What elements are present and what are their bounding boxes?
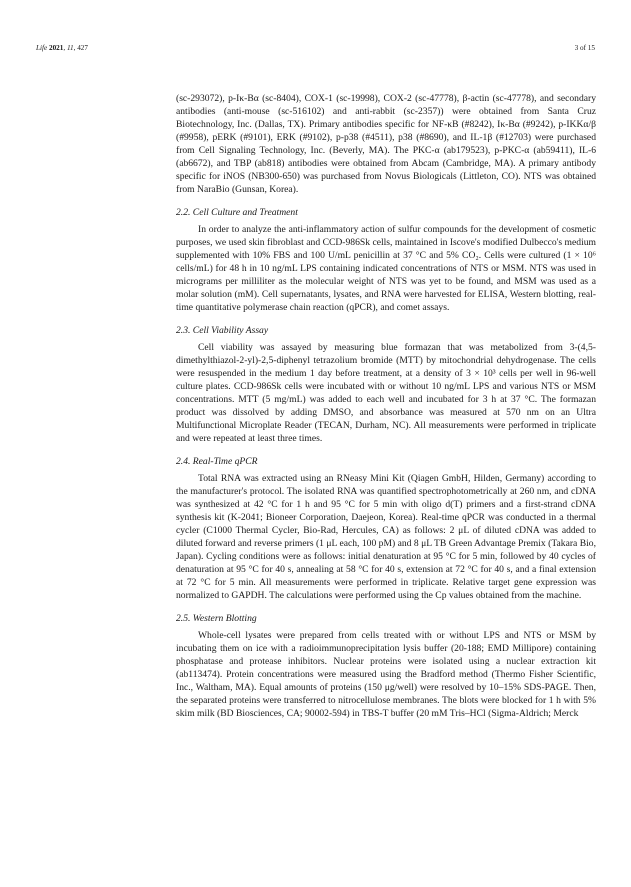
- section-paragraph: Cell viability was assayed by measuring blue formazan that was metabolized from 3-(4,5-dimethylthiazol-2-yl)-2,5-diphenyl tetrazolium bromide (MTT) by mitochondrial dehydrogenase. The cells were resuspended in the medium 1 day before treatment, at a density of 3 × 10³ cells per well in 96-well culture plates. CCD-986Sk cells were incubated with or without 10 ng/mL LPS and various NTS or MSM concentrations. MTT (5 mg/mL) was added to each well and incubated for 3 h at 37 °C. The formazan product was dissolved by adding DMSO, and absorbance was measured at 570 nm on an Ultra Multifunctional Microplate Reader (TECAN, Durham, NC). All measurements were performed in triplicate and were repeated at least three times.: [176, 342, 596, 444]
- article-number: 427: [77, 44, 88, 52]
- section-cell-culture: [176, 206, 596, 314]
- section-heading: 2.4. Real-Time qPCR: [176, 456, 258, 467]
- article-body: [176, 92, 596, 720]
- journal-citation: Life 2021, 11, 427: [36, 44, 88, 52]
- section-heading: 2.2. Cell Culture and Treatment: [176, 207, 298, 218]
- section-heading: 2.3. Cell Viability Assay: [176, 325, 269, 336]
- intro-paragraph: (sc-293072), p-Iκ-Bα (sc-8404), COX-1 (sc-19998), COX-2 (sc-47778), β-actin (sc-47778), and secondary antibodies (anti-mouse (sc-516102) and anti-rabbit (sc-2357)) were obtained from Santa Cruz Biotechnology, Inc. (Dallas, TX). Primary antibodies specific for NF-κB (#8242), Iκ-Bα (#9242), p-IKKα/β (#9958), pERK (#9101), ERK (#9102), p-p38 (#4511), p38 (#8690), and IL-1β (#12703) were purchased from Cell Signaling Technology, Inc. (Beverly, MA). The PKC-α (ab179523), p-PKC-α (ab59411), IL-6 (ab6672), and TBP (ab818) antibodies were obtained from Abcam (Cambridge, MA). A primary antibody specific for iNOS (NB300-650) was purchased from Novus Biologicals (Littleton, CO). NTS was obtained from NaraBio (Gunsan, Korea).: [176, 93, 596, 195]
- section-cell-viability: [176, 324, 596, 445]
- section-paragraph: Whole-cell lysates were prepared from cells treated with or without LPS and NTS or MSM by incubating them on ice with a radioimmunoprecipitation lysis buffer (20-188; EMD Millipore) containing phosphatase and protease inhibitors. Nuclear proteins were isolated using a nuclear extraction kit (ab113474). Protein concentrations were measured using the Bradford method (Thermo Fisher Scientific, Inc., Waltham, MA). Equal amounts of proteins (150 μg/well) were resolved by 10–15% SDS-PAGE. Then, the separated proteins were transferred to nitrocellulose membranes. The blots were blocked for 1 h with 5% skim milk (BD Biosciences, CA; 90002-594) in TBS-T buffer (20 mM Tris–HCl (Sigma-Aldrich; Merck: [176, 630, 596, 719]
- section-real-time-qpcr: [176, 455, 596, 602]
- section-paragraph: Total RNA was extracted using an RNeasy Mini Kit (Qiagen GmbH, Hilden, Germany) according to the manufacturer's protocol. The isolated RNA was quantified spectrophotometrically at 260 nm, and cDNA was synthesized at 42 °C for 1 h and 95 °C for 5 min with oligo d(T) primers and a first-strand cDNA synthesis kit (K-2041; Bioneer Corporation, Daejeon, Korea). Real-time qPCR was conducted in a thermal cycler (C1000 Thermal Cycler, Bio-Rad, Hercules, CA) as follows: 2 μL of diluted cDNA was added to diluted forward and reverse primers (1 μL each, 100 pM) and 8 μL TB Green Advantage Premix (Takara Bio, Japan). Cycling conditions were as follows: initial denaturation at 95 °C for 5 min, followed by 40 cycles of denaturation at 95 °C for 40 s, annealing at 58 °C for 40 s, extension at 72 °C for 40 s, and a final extension at 72 °C for 5 min. All measurements were performed in triplicate. Relative target gene expression was normalized to GAPDH. The calculations were performed using the Cp values obtained from the machine.: [176, 473, 596, 601]
- page-header: [36, 44, 595, 58]
- section-paragraph: In order to analyze the anti-inflammatory action of sulfur compounds for the development of cosmetic purposes, we used skin fibroblast and CCD-986Sk cells, maintained in Iscove's modified Dulbecco's medium supplemented with 10% FBS and 100 U/mL penicillin at 37 °C and 5% CO₂. Cells were cultured (1 × 10⁶ cells/mL) for 48 h in 10 ng/mL LPS containing indicated concentrations of NTS or MSM. NTS was used in micrograms per milliliter as the molecular weight of NTS was yet to be found, and MSM was used as a molar solution (mM). Cell supernatants, lysates, and RNA were harvested for ELISA, Western blotting, real-time quantitative polymerase chain reaction (qPCR), and comet assays.: [176, 224, 596, 313]
- journal-volume: 11: [66, 44, 74, 52]
- page-number: 3 of 15: [574, 44, 595, 52]
- journal-year: 2021: [48, 44, 64, 52]
- section-heading: 2.5. Western Blotting: [176, 613, 257, 624]
- section-western-blotting: [176, 612, 596, 720]
- journal-name: Life: [36, 44, 48, 52]
